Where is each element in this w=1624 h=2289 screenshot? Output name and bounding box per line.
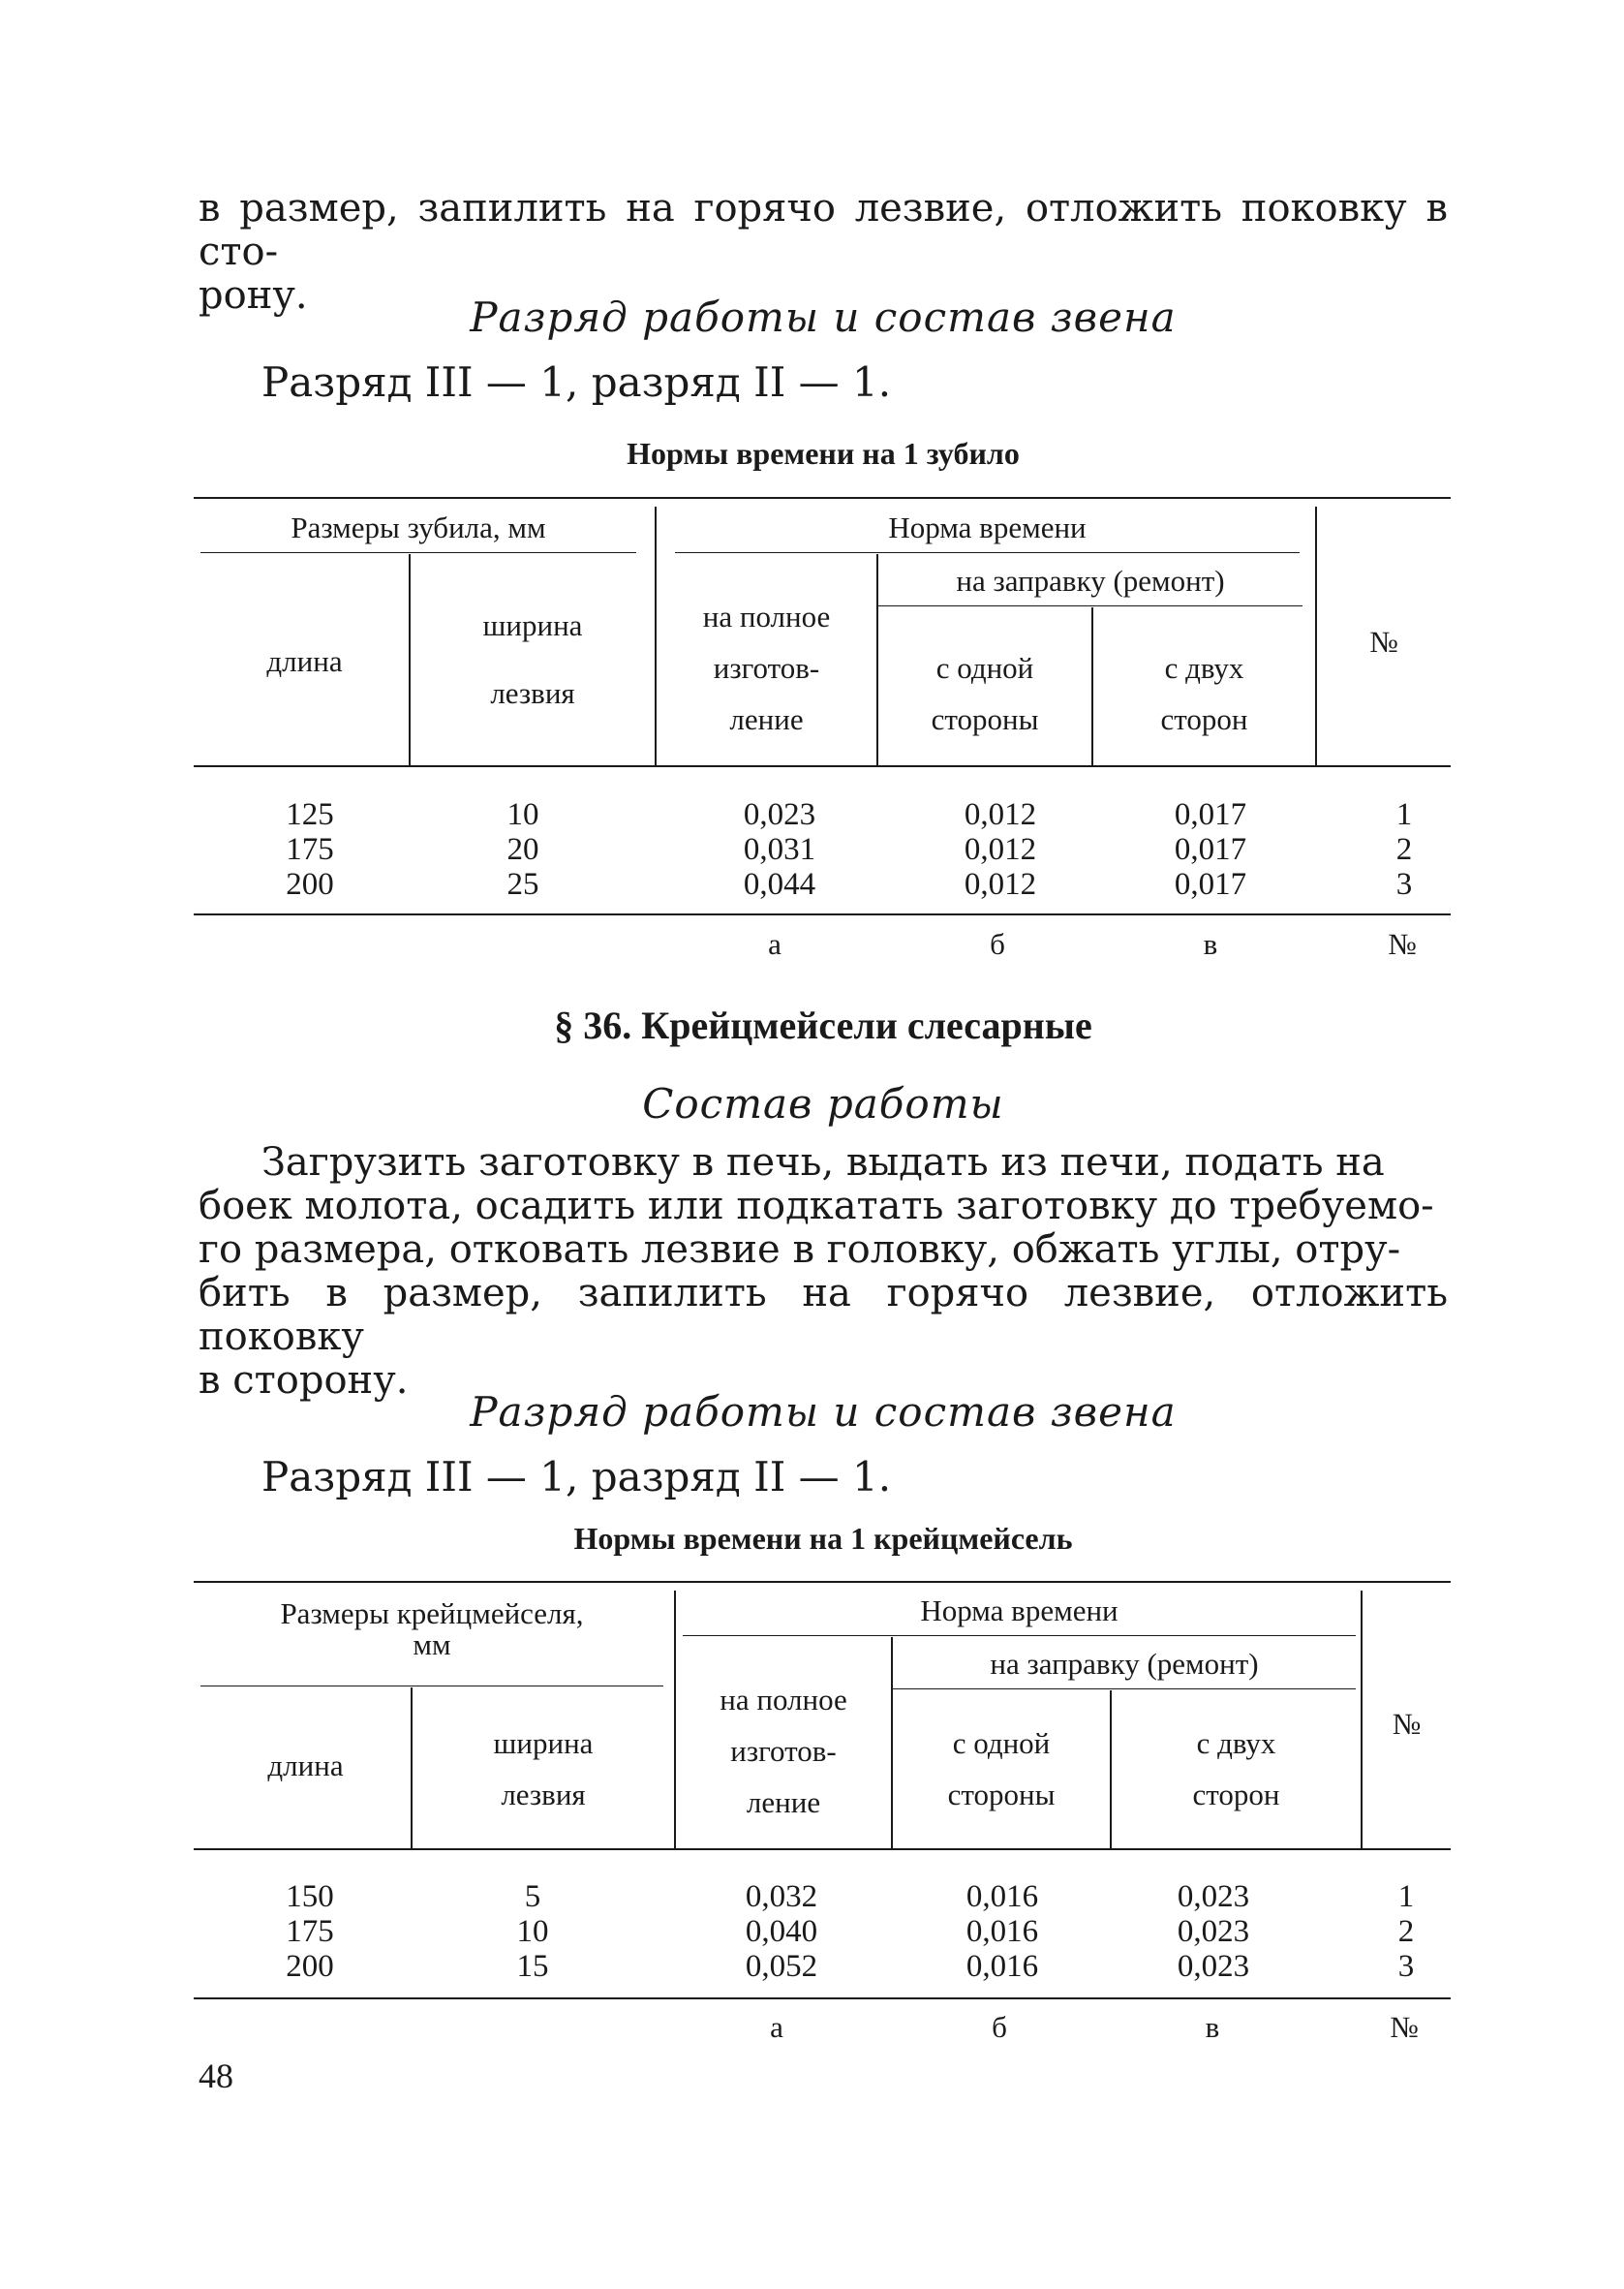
col-two-line: сторон: [1160, 702, 1248, 736]
table2-sub-repair: на заправку (ремонт): [990, 1647, 1259, 1681]
table1-footer-no: №: [1388, 927, 1417, 961]
col-one-line: с одной: [935, 651, 1034, 685]
col-one-line: с одной: [952, 1726, 1051, 1760]
col-full-line: ление: [729, 702, 804, 736]
cell-value: 3: [1395, 867, 1413, 902]
table1-header-rule: [194, 765, 1451, 767]
col-full-line: ление: [746, 1785, 821, 1819]
table1-col-full: [657, 591, 876, 745]
table2-col-no: №: [1392, 1707, 1422, 1741]
cell-value: 25: [506, 867, 539, 902]
intro-line: рону.: [199, 273, 308, 318]
col-one-line: стороны: [931, 702, 1039, 736]
table2-bottom-rule: [194, 1997, 1451, 1999]
cell-value: 2: [1397, 1914, 1415, 1949]
col-full-line: изготов-: [730, 1734, 837, 1768]
rank-text-2: Разряд III — 1, разряд II — 1.: [261, 1453, 892, 1500]
cell-value: 0,016: [965, 1949, 1039, 1984]
col-two-line: с двух: [1196, 1726, 1276, 1760]
cell-value: 0,012: [964, 832, 1037, 867]
cell-value: 3: [1397, 1949, 1415, 1984]
rank-heading-1: Разряд работы и состав звена: [470, 294, 1177, 341]
cell-value: 0,017: [1174, 867, 1247, 902]
cell-value: 5: [524, 1879, 541, 1914]
cell-value: 175: [286, 832, 334, 867]
table2-group-norm: Норма времени: [920, 1593, 1118, 1627]
cell-value: 0,023: [743, 797, 816, 832]
cell-value: 0,023: [1177, 1914, 1250, 1949]
table2-group-sizes: [200, 1596, 663, 1662]
table2-cell-one: [949, 1879, 1056, 1984]
table2-footer-v: в: [1205, 2010, 1220, 2044]
table1-cell-one: [947, 797, 1054, 902]
group-sizes-line: Размеры крейцмейселя,: [280, 1596, 584, 1630]
table2-footer-b: б: [992, 2010, 1007, 2044]
cell-value: 0,017: [1174, 797, 1247, 832]
cell-value: 0,016: [965, 1914, 1039, 1949]
col-full-line: на полное: [720, 1683, 847, 1717]
table1-col-two-sides: [1093, 642, 1315, 745]
table1-footer-v: в: [1203, 927, 1218, 961]
table2-cell-width: [494, 1879, 571, 1984]
table1-group-sizes: Размеры зубила, мм: [291, 510, 546, 544]
table1-top-rule: [194, 497, 1451, 499]
table1-caption: Нормы времени на 1 зубило: [627, 436, 1020, 471]
table2-cell-length: [271, 1879, 349, 1984]
table1-cell-width: [484, 797, 562, 902]
col-width-line: лезвия: [490, 676, 575, 710]
cell-value: 200: [286, 867, 334, 902]
cell-value: 0,012: [964, 867, 1037, 902]
col-full-line: изготов-: [713, 651, 820, 685]
table1-cell-no: [1380, 797, 1428, 902]
table1-footer-b: б: [990, 927, 1005, 961]
table2-header-rule: [194, 1848, 1451, 1850]
col-width-line: ширина: [482, 608, 583, 642]
page-number: 48: [199, 2057, 233, 2095]
table2-col-two-sides: [1112, 1717, 1361, 1820]
col-full-line: на полное: [702, 600, 831, 634]
table1-cell-length: [271, 797, 349, 902]
cell-value: 10: [506, 797, 539, 832]
work-line: бить в размер, запилить на горячо лезвие, отложить поковку: [199, 1271, 1448, 1359]
col-two-line: с двух: [1164, 651, 1244, 685]
table2-footer-a: а: [770, 2010, 783, 2044]
cell-value: 1: [1395, 797, 1413, 832]
cell-value: 0,032: [745, 1879, 818, 1914]
table1-footer-a: а: [768, 927, 781, 961]
cell-value: 10: [516, 1914, 549, 1949]
table2-repair-rule: [893, 1688, 1356, 1689]
table1-col-one-side: [878, 642, 1091, 745]
table2-col-full: [676, 1674, 891, 1828]
cell-value: 0,044: [743, 867, 816, 902]
work-line: боек молота, осадить или подкатать заготовку до требуемо-: [199, 1184, 1434, 1228]
rank-heading-2: Разряд работы и состав звена: [470, 1388, 1177, 1436]
table1-col-no: №: [1369, 625, 1398, 659]
cell-value: 0,040: [745, 1914, 818, 1949]
table2-col-length: длина: [267, 1748, 344, 1782]
intro-line: в размер, запилить на горячо лезвие, отложить поковку в сто-: [199, 186, 1448, 274]
work-paragraph: [199, 1141, 1448, 1403]
cell-value: 150: [286, 1879, 334, 1914]
table2-top-rule: [194, 1581, 1451, 1583]
table2-cell-no: [1382, 1879, 1430, 1984]
work-heading: Состав работы: [642, 1080, 1004, 1128]
table2-footer-no: №: [1390, 2010, 1419, 2044]
cell-value: 125: [286, 797, 334, 832]
cell-value: 175: [286, 1914, 334, 1949]
table1-col-width: [411, 608, 655, 711]
table1-bottom-rule: [194, 913, 1451, 915]
cell-value: 0,052: [745, 1949, 818, 1984]
table2-caption: Нормы времени на 1 крейцмейсель: [573, 1521, 1073, 1556]
col-two-line: сторон: [1192, 1778, 1280, 1811]
cell-value: 15: [516, 1949, 549, 1984]
table1-norm-rule: [675, 552, 1300, 553]
cell-value: 0,023: [1177, 1949, 1250, 1984]
rank-text-1: Разряд III — 1, разряд II — 1.: [261, 358, 892, 406]
table1-col-length: длина: [266, 644, 343, 678]
cell-value: 0,017: [1174, 832, 1247, 867]
cell-value: 1: [1397, 1879, 1415, 1914]
table1-repair-rule: [878, 605, 1302, 606]
table2-cell-two: [1160, 1879, 1267, 1984]
table2-cell-full: [728, 1879, 835, 1984]
cell-value: 20: [506, 832, 539, 867]
work-line: в сторону.: [199, 1358, 409, 1403]
col-one-line: стороны: [947, 1778, 1056, 1811]
cell-value: 200: [286, 1949, 334, 1984]
table1-sub-repair: на заправку (ремонт): [956, 564, 1225, 598]
table1-cell-full: [726, 797, 833, 902]
cell-value: 0,012: [964, 797, 1037, 832]
cell-value: 2: [1395, 832, 1413, 867]
cell-value: 0,016: [965, 1879, 1039, 1914]
table1-group-norm: Норма времени: [888, 510, 1087, 544]
table1-cell-two: [1157, 797, 1264, 902]
table2-col-one-side: [893, 1717, 1110, 1820]
table1-sizes-rule: [200, 552, 636, 553]
col-width-line: ширина: [493, 1726, 594, 1760]
table2-norm-rule: [683, 1635, 1356, 1636]
col-width-line: лезвия: [501, 1778, 586, 1811]
table2-col-width: [413, 1717, 674, 1820]
cell-value: 0,031: [743, 832, 816, 867]
cell-value: 0,023: [1177, 1879, 1250, 1914]
work-line: го размера, отковать лезвие в головку, обжать углы, отру-: [199, 1227, 1401, 1272]
work-line: Загрузить заготовку в печь, выдать из печи, подать на: [261, 1140, 1385, 1185]
section36-title: § 36. Крейцмейсели слесарные: [554, 1004, 1092, 1047]
group-sizes-line: мм: [413, 1627, 451, 1661]
